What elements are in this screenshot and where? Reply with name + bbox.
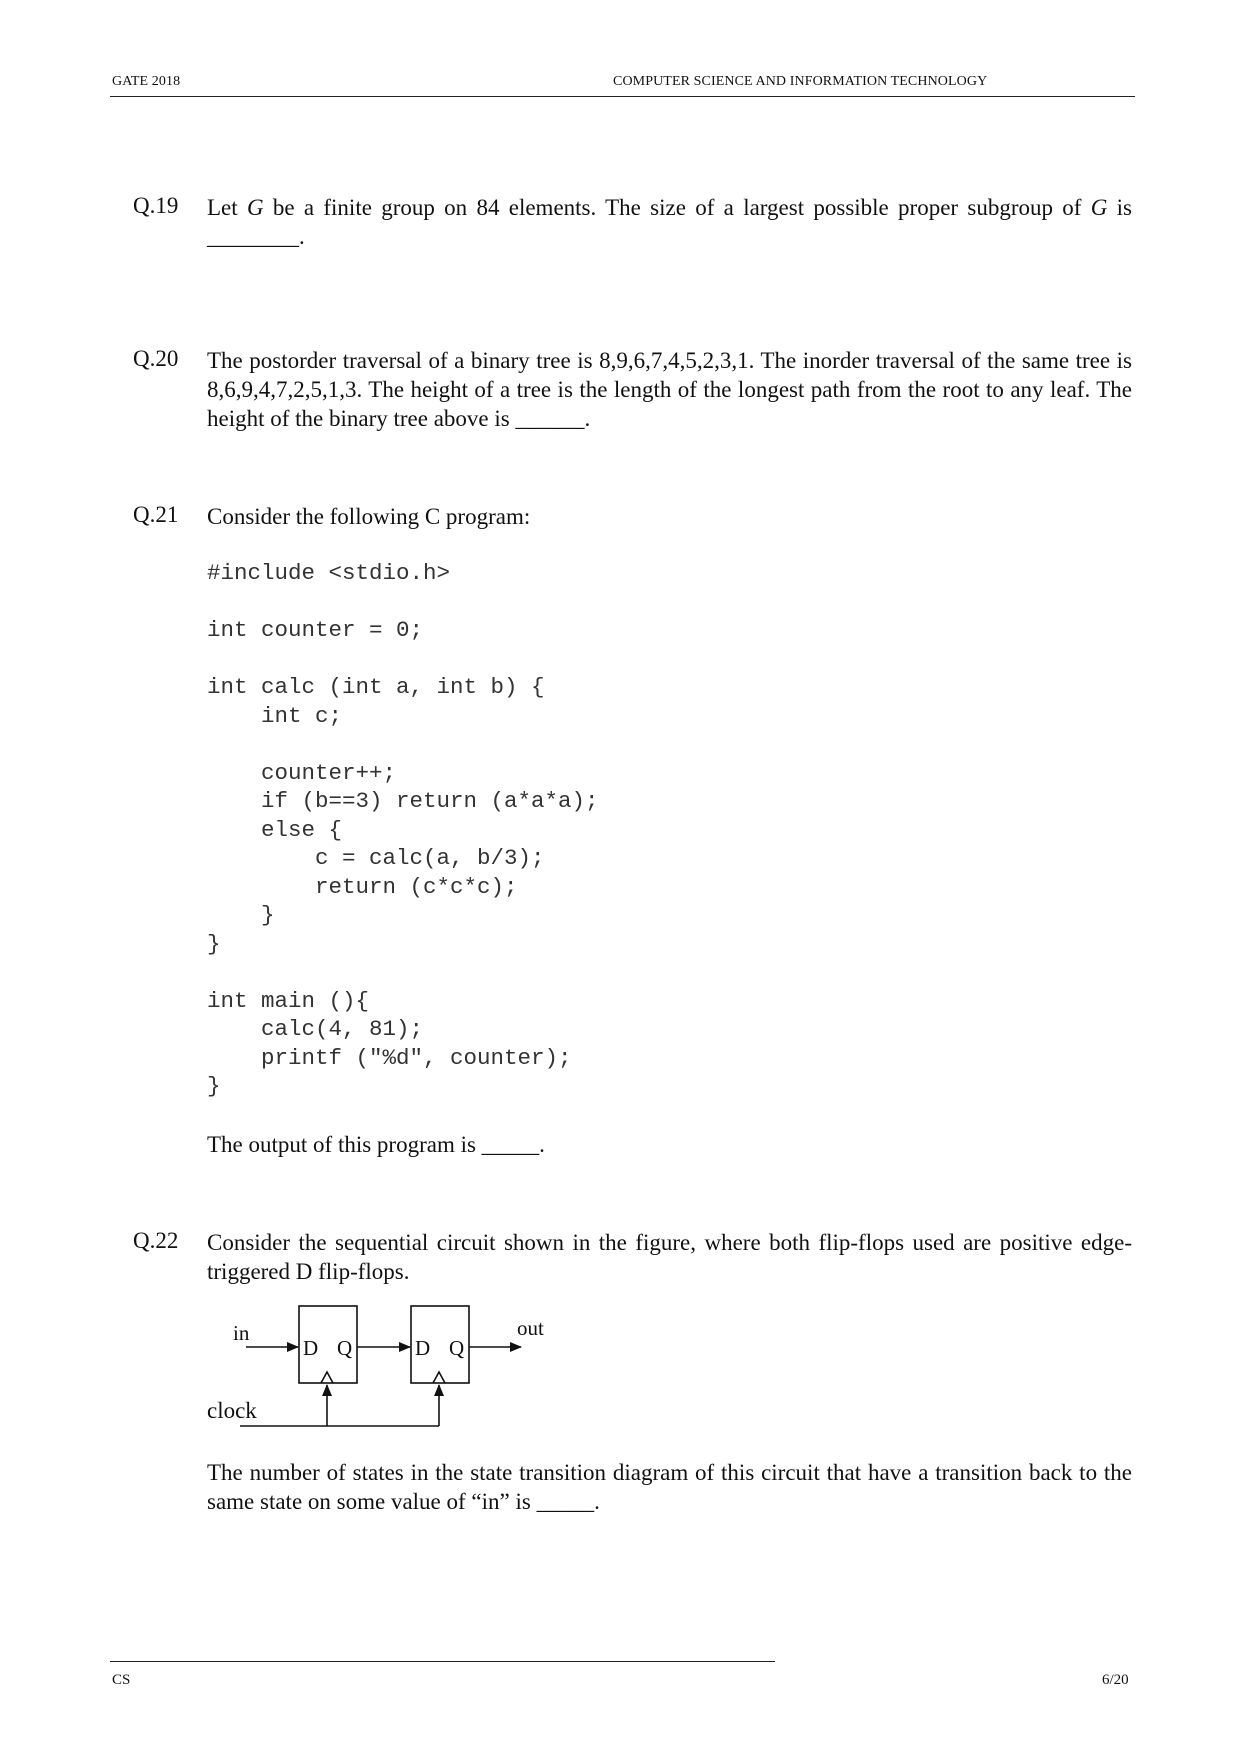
variable-g: G [1090, 195, 1108, 220]
flip-flop-2-d-label: D [415, 1336, 431, 1360]
question-22-intro: Consider the sequential circuit shown in the figure, where both flip-flops used are positive edge-triggered D flip-flops. [207, 1230, 1132, 1284]
flip-flop-1-clock-edge [321, 1372, 333, 1383]
footer-page-number: 6/20 [1102, 1672, 1129, 1688]
header-subject-title: COMPUTER SCIENCE AND INFORMATION TECHNOLOGY [613, 74, 988, 89]
question-20-text: The postorder traversal of a binary tree is 8,9,6,7,4,5,2,3,1. The inorder traversal of the same tree is 8,6,9,4,7,2,5,1,3. The height of a tree is the length of the longest path from the root to any leaf. The height of the binary tree above is ______. [207, 348, 1132, 431]
header-exam-title: GATE 2018 [112, 74, 181, 89]
question-19-number: Q.19 [133, 193, 179, 218]
question-22-outro: The number of states in the state transition diagram of this circuit that have a transition back to the same state on some value of “in” is _____. [207, 1460, 1132, 1514]
footer-paper-code: CS [112, 1672, 131, 1688]
question-21-outro: The output of this program is _____. [207, 1132, 545, 1157]
flip-flop-1-d-label: D [303, 1336, 319, 1360]
flip-flop-1-q-label: Q [337, 1336, 353, 1360]
flip-flop-2-clock-edge [433, 1372, 445, 1383]
footer-rule [110, 1661, 775, 1662]
variable-g: G [246, 195, 264, 220]
question-19-text-part: be a finite group on 84 elements. The size of a largest possible proper subgroup of [263, 195, 1091, 220]
question-19-text-part: Let [207, 195, 247, 220]
question-20-number: Q.20 [133, 346, 179, 371]
question-22-number: Q.22 [133, 1228, 179, 1253]
output-label: out [517, 1316, 544, 1340]
question-21-code-block: #include <stdio.h> int counter = 0; int calc (int a, int b) { int c; counter++; if (b==3) return (a*a*a); else { c = calc(a, b/3); return (c*c*c); } } int main (){ calc(4, 81); printf ("%d", counter); } [207, 560, 599, 1099]
question-21-intro: Consider the following C program: [207, 504, 531, 529]
question-21-number: Q.21 [133, 502, 179, 527]
input-label: in [233, 1321, 250, 1345]
clock-label: clock [207, 1398, 257, 1423]
flip-flop-2-q-label: Q [449, 1336, 465, 1360]
question-19-text-part: is ________. [207, 195, 1133, 249]
